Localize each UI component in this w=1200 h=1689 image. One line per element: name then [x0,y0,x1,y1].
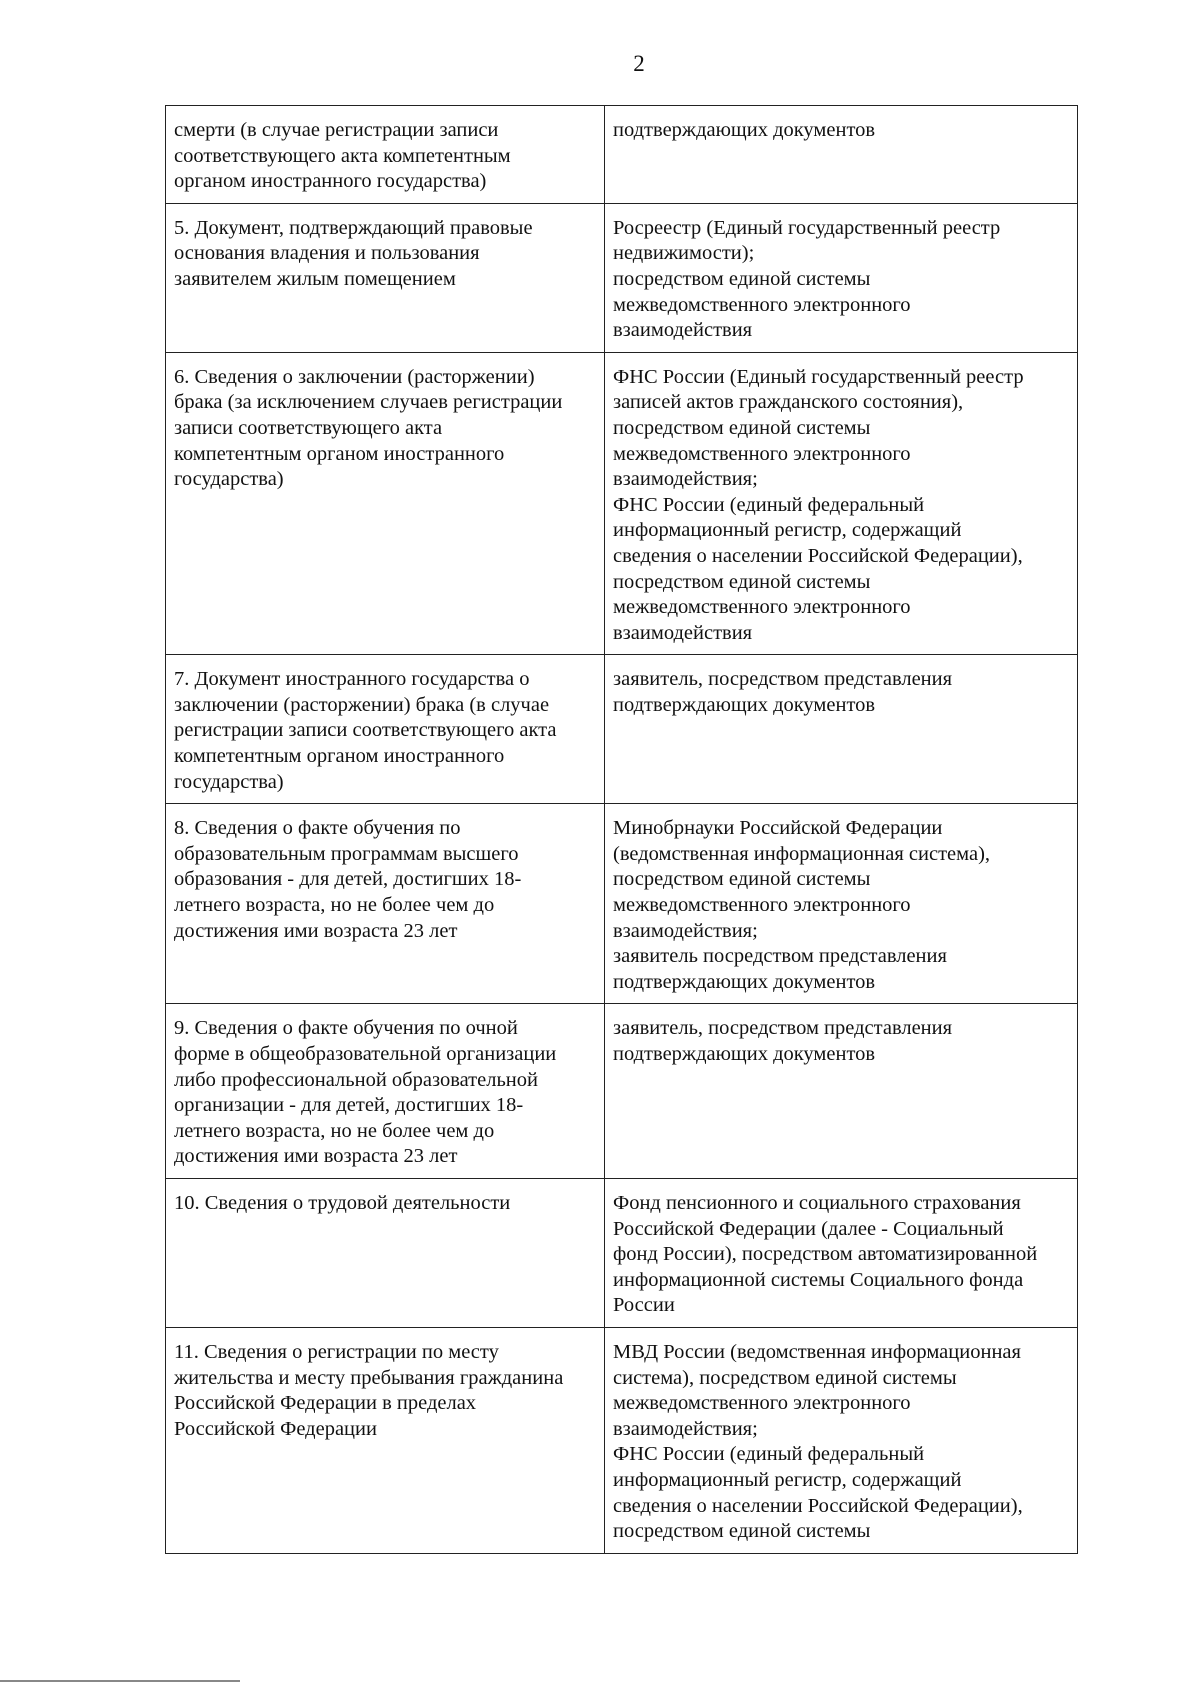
document-cell: 10. Сведения о трудовой деятельности [166,1178,605,1327]
documents-table [165,105,1078,1554]
page-number: 2 [633,51,645,76]
table-row [166,352,1078,655]
source-cell: заявитель, посредством представления подтверждающих документов [605,655,1078,804]
table-row [166,106,1078,204]
source-cell: МВД России (ведомственная информационная система), посредством единой системы межведомственного электронного взаимодействия; ФНС России (единый федеральный информационный регистр, содержащий сведения о населении Российской Федерации), посредством единой системы [605,1327,1078,1553]
table-row [166,1178,1078,1327]
table-row [166,1004,1078,1179]
source-cell: Минобрнауки Российской Федерации (ведомственная информационная система), посредством единой системы межведомственного электронного взаимодействия; заявитель посредством представления подтверждающих документов [605,804,1078,1004]
table-row [166,203,1078,352]
document-cell: 9. Сведения о факте обучения по очной форме в общеобразовательной организации либо профессиональной образовательной организации - для детей, достигших 18- летнего возраста, но не более чем до достижения ими возраста 23 лет [166,1004,605,1179]
document-cell: 5. Документ, подтверждающий правовые основания владения и пользования заявителем жилым помещением [166,203,605,352]
document-cell: 7. Документ иностранного государства о заключении (расторжении) брака (в случае регистрации записи соответствующего акта компетентным органом иностранного государства) [166,655,605,804]
source-cell: подтверждающих документов [605,106,1078,204]
document-cell: 11. Сведения о регистрации по месту жительства и месту пребывания гражданина Российской Федерации в пределах Российской Федерации [166,1327,605,1553]
table-row [166,655,1078,804]
footer-divider [0,1680,240,1682]
document-cell: 6. Сведения о заключении (расторжении) брака (за исключением случаев регистрации записи соответствующего акта компетентным органом иностранного государства) [166,352,605,655]
document-cell: 8. Сведения о факте обучения по образовательным программам высшего образования - для детей, достигших 18- летнего возраста, но не более чем до достижения ими возраста 23 лет [166,804,605,1004]
source-cell: Росреестр (Единый государственный реестр недвижимости); посредством единой системы межведомственного электронного взаимодействия [605,203,1078,352]
document-cell: смерти (в случае регистрации записи соответствующего акта компетентным органом иностранного государства) [166,106,605,204]
source-cell: ФНС России (Единый государственный реестр записей актов гражданского состояния), посредством единой системы межведомственного электронного взаимодействия; ФНС России (единый федеральный информационный регистр, содержащий сведения о населении Российской Федерации), посредством единой системы межведомственного электронного взаимодействия [605,352,1078,655]
table-row [166,804,1078,1004]
source-cell: Фонд пенсионного и социального страхования Российской Федерации (далее - Социальный фонд России), посредством автоматизированной информационной системы Социального фонда России [605,1178,1078,1327]
table-row [166,1327,1078,1553]
source-cell: заявитель, посредством представления подтверждающих документов [605,1004,1078,1179]
